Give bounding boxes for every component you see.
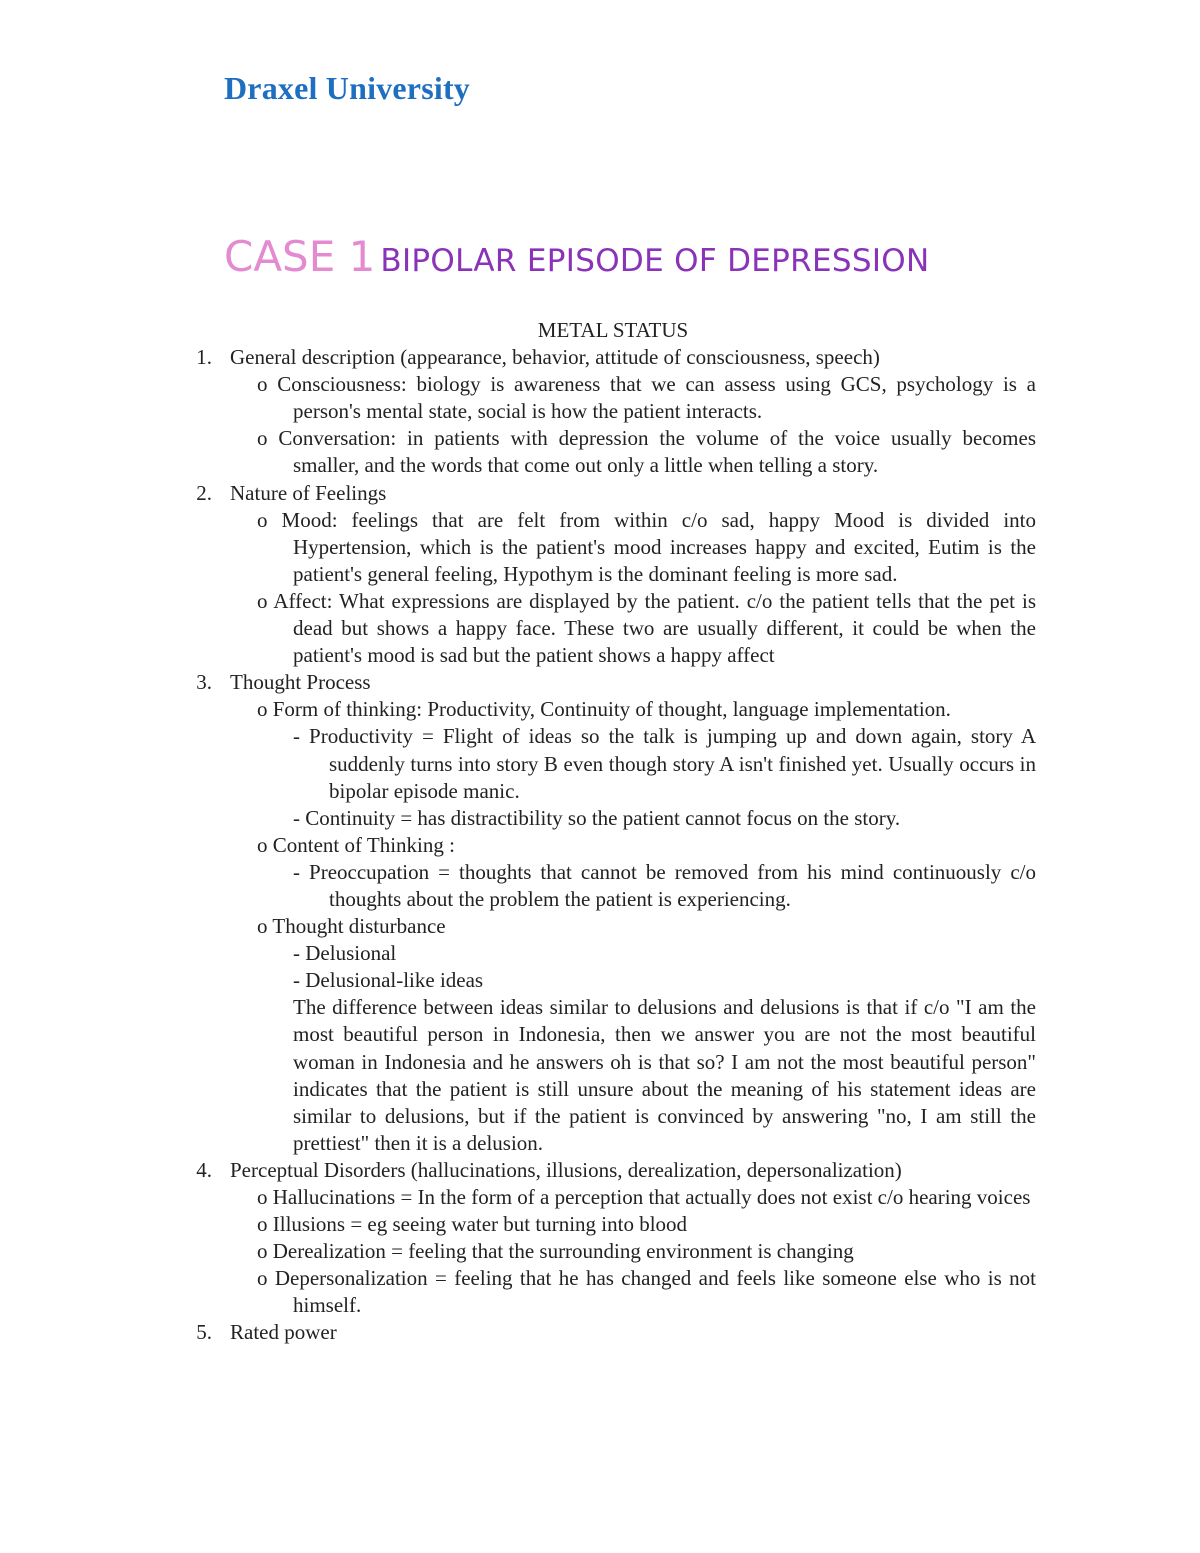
item-number: 1. (196, 345, 212, 370)
sub-item-hallucinations: o Hallucinations = In the form of a perception that actually does not exist c/o hearing voices (257, 1185, 1031, 1209)
item-number: 5. (196, 1320, 212, 1345)
sub-item-derealization: o Derealization = feeling that the surrounding environment is changing (257, 1239, 854, 1264)
sub-item-form-of-thinking: o Form of thinking: Productivity, Continuity of thought, language implementation. (257, 697, 951, 722)
sub-item-mood: o Mood: feelings that are felt from within c/o sad, happy Mood is divided into Hypertension, which is the patient's mood increases happy and excited, Eutim is the patient's general feeling, Hypothym is the dominant feeling is more sad. (257, 507, 1036, 586)
sub-item-consciousness: o Consciousness: biology is awareness that we can assess using GCS, psychology is a person's mental state, social is how the patient interacts. (257, 372, 1036, 424)
sub-item-conversation: o Conversation: in patients with depression the volume of the voice usually becomes smaller, and the words that come out only a little when telling a story. (257, 426, 1036, 478)
item-text: Nature of Feelings (230, 480, 387, 505)
sub-sub-item-continuity: - Continuity = has distractibility so the patient cannot focus on the story. (293, 805, 901, 830)
sub-sub-item-delusional: - Delusional (293, 941, 397, 966)
sub-sub-item-productivity: - Productivity = Flight of ideas so the talk is jumping up and down again, story A suddenly turns into story B even though story A isn't finished yet. Usually occurs in bipolar episode manic. (293, 724, 1036, 803)
list-item-1 (190, 344, 1036, 371)
item-text: Perceptual Disorders (hallucinations, illusions, derealization, depersonalization) (230, 1157, 902, 1182)
university-header: Draxel University (224, 70, 471, 106)
case-label: CASE 1 (224, 232, 376, 281)
sub-item-thought-disturbance: o Thought disturbance (257, 914, 446, 939)
sub-sub-item-delusional-like: - Delusional-like ideas (293, 968, 484, 993)
item-number: 3. (196, 670, 212, 695)
item-text: Rated power (230, 1320, 337, 1345)
sub-item-content-of-thinking: o Content of Thinking : (257, 832, 455, 857)
section-heading: METAL STATUS (537, 318, 689, 342)
list-item-2 (190, 480, 1036, 507)
sub-item-affect: o Affect: What expressions are displayed by the patient. c/o the patient tells that the pet is dead but shows a happy face. These two are usually different, it could be when the patient's mood is sad but the patient shows a happy affect (257, 588, 1036, 668)
sub-item-depersonalization: o Depersonalization = feeling that he has changed and feels like someone else who is not himself. (257, 1266, 1036, 1318)
list-item-3 (190, 669, 1036, 696)
document-body (190, 317, 1036, 1347)
sub-sub-item-preoccupation: - Preoccupation = thoughts that cannot be removed from his mind continuously c/o thoughts about the problem the patient is experiencing. (293, 859, 1036, 911)
sub-item-illusions: o Illusions = eg seeing water but turning into blood (257, 1212, 688, 1237)
case-subject: BIPOLAR EPISODE OF DEPRESSION (380, 243, 930, 279)
list-item-4 (190, 1157, 1036, 1184)
difference-paragraph: The difference between ideas similar to delusions and delusions is that if c/o "I am the most beautiful person in Indonesia, then we answer you are not the most beautiful woman in Indonesia and he answers oh is that so? I am not the most beautiful person" indicates that the patient is still unsure about the meaning of his statement ideas are similar to delusions, but if the patient is convinced by answering "no, I am still the prettiest" then it is a delusion. (293, 995, 1036, 1155)
item-text: General description (appearance, behavior, attitude of consciousness, speech) (230, 345, 880, 370)
item-number: 2. (196, 480, 212, 505)
list-item-5 (190, 1319, 1036, 1346)
item-text: Thought Process (230, 670, 371, 695)
item-number: 4. (196, 1157, 212, 1182)
case-title (224, 232, 929, 281)
